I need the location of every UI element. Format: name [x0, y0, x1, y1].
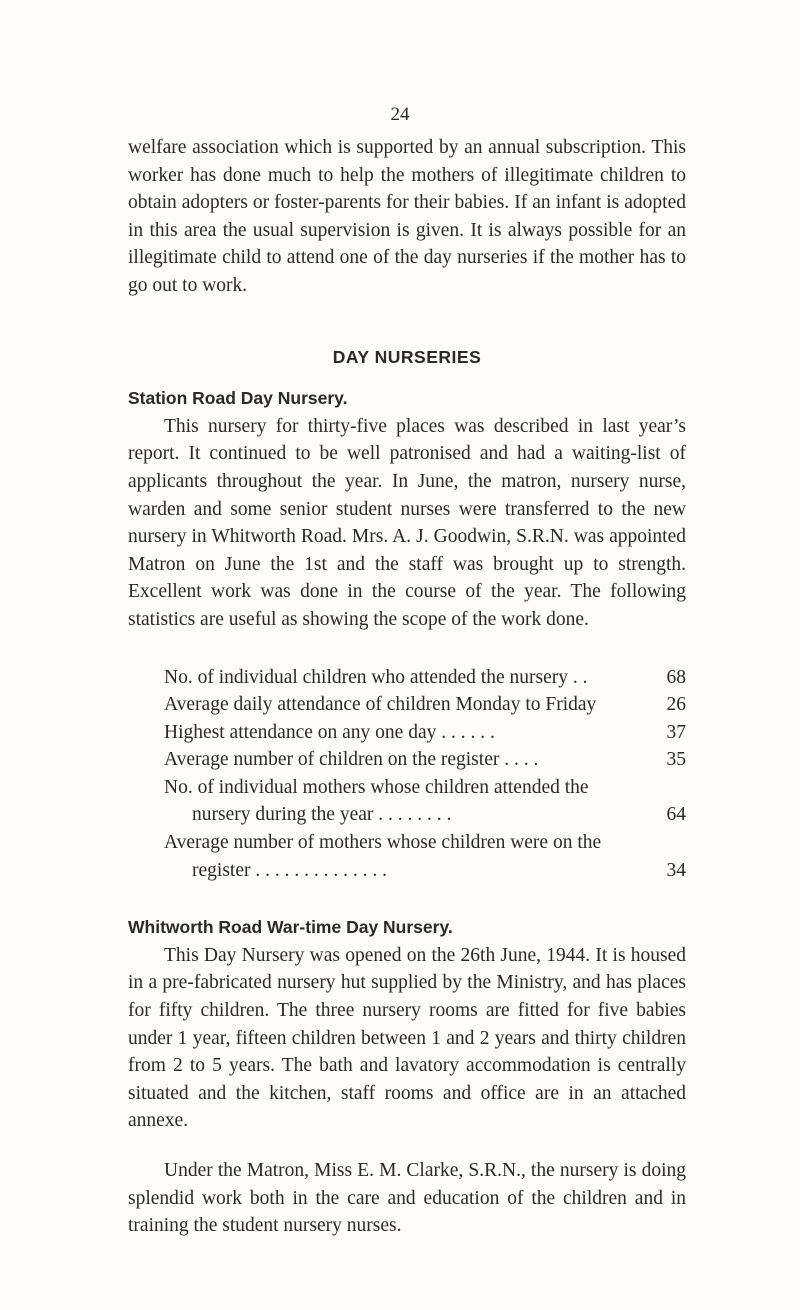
intro-paragraph: welfare association which is supported by an annual subscription. This worker has done much to help the mothers of illegitimate children to obtain adopters or foster-parents for their babies. If an infant is adopted in this area the usual supervision is given. It is always possible for an illegitimate child to attend one of the day nurseries if the mother has to go out to work. [128, 137, 686, 296]
stat-row [164, 691, 686, 719]
stat-label: nursery during the year . . . . . . . . [192, 804, 452, 826]
stat-row [164, 719, 686, 747]
stat-row-continued [164, 857, 686, 885]
whitworth-road-heading: Whitworth Road War-time Day Nursery. [128, 917, 453, 938]
stat-value: 37 [666, 721, 686, 743]
page-body [128, 134, 686, 1240]
stat-label: Highest attendance on any one day . . . . . . [164, 721, 495, 743]
stat-label: No. of individual mothers whose children attended the [164, 776, 589, 798]
stat-row [164, 829, 686, 857]
stat-label: Average number of children on the register . . . . [164, 749, 539, 771]
stat-value: 64 [666, 804, 686, 826]
stat-row-continued [164, 801, 686, 829]
stat-value: 35 [666, 749, 686, 771]
stat-label: Average number of mothers whose children were on the [164, 832, 602, 854]
stat-value: 26 [666, 694, 686, 716]
page-number: 24 [390, 104, 410, 125]
stat-row [164, 746, 686, 774]
stat-row [164, 664, 686, 692]
stat-value: 34 [666, 859, 686, 881]
stat-row [164, 774, 686, 802]
stat-label: Average daily attendance of children Monday to Friday [164, 694, 597, 716]
whitworth-road-paragraph-2: Under the Matron, Miss E. M. Clarke, S.R.N., the nursery is doing splendid work both in the care and education of the children and in training the student nursery nurses. [128, 1160, 686, 1237]
stat-value: 68 [666, 666, 686, 688]
station-road-heading: Station Road Day Nursery. [128, 388, 348, 409]
stat-label: No. of individual children who attended the nursery . . [164, 666, 588, 688]
statistics-table [128, 664, 686, 885]
whitworth-road-paragraph-1: This Day Nursery was opened on the 26th June, 1944. It is housed in a pre-fabricated nursery hut supplied by the Ministry, and has places for fifty children. The three nursery rooms are fitted for five babies under 1 year, fifteen children between 1 and 2 years and thirty children from 2 to 5 years. The bath and lavatory accommodation is centrally situated and the kitchen, staff rooms and office are in an attached annexe. [128, 944, 686, 1132]
stat-label: register . . . . . . . . . . . . . . [192, 859, 387, 881]
station-road-paragraph: This nursery for thirty-five places was described in last year’s report. It continued to be well patronised and had a waiting-list of applicants throughout the year. In June, the matron, nursery nurse, warden and some senior student nurses were transferred to the new nursery in Whitworth Road. Mrs. A. J. Goodwin, S.R.N. was appointed Matron on June the 1st and the staff was brought up to strength. Excellent work was done in the course of the year. The following statistics are useful as showing the scope of the work done. [128, 415, 686, 630]
section-heading: DAY NURSERIES [332, 346, 482, 367]
